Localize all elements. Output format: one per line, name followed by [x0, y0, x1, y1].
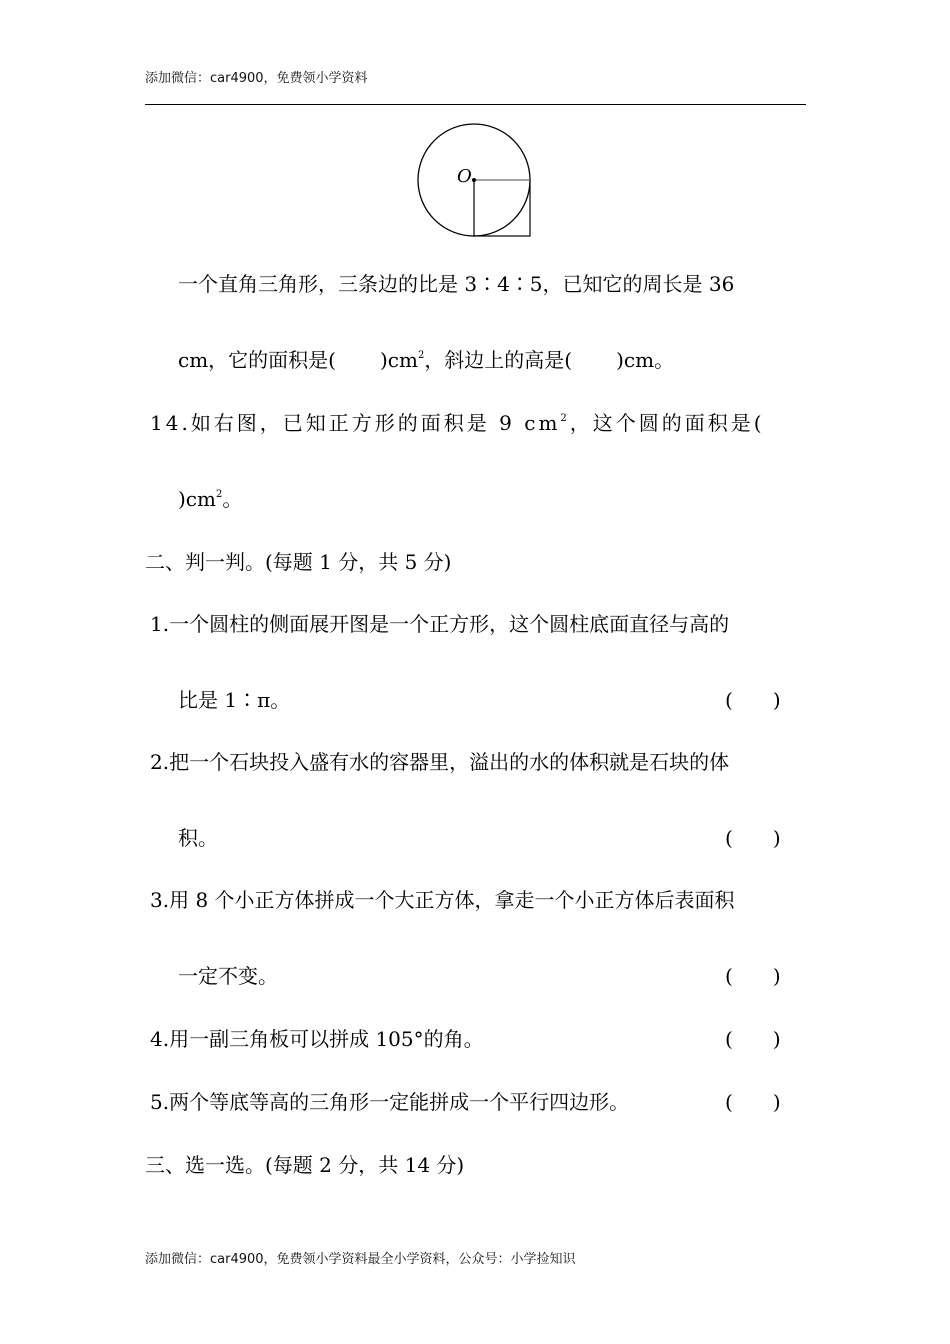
q14-sup1: 2 — [560, 413, 570, 424]
q14-text-d: 。 — [222, 487, 243, 511]
s2-item5-line1: 5.两个等底等高的三角形一定能拼成一个平行四边形。 — [150, 1090, 630, 1114]
center-point — [472, 178, 476, 182]
q13-text-b: )cm — [379, 348, 418, 372]
s2-item5-answer-bracket[interactable]: ( ) — [725, 1090, 781, 1114]
page-header: 添加微信：car4900，免费领小学资料 — [145, 71, 368, 86]
s2-item2-line2: 积。 — [178, 826, 218, 850]
q14-text-b: ，这个圆的面积是( — [569, 411, 765, 435]
center-label: O — [457, 166, 472, 187]
q14-sup2: 2 — [215, 489, 223, 500]
q14-number: 14. — [150, 411, 191, 435]
s2-item1-answer-bracket[interactable]: ( ) — [725, 688, 781, 712]
q14-line2 — [178, 486, 242, 512]
s2-item1-line2: 比是 1∶π。 — [178, 688, 291, 712]
section3-title: 三、选一选。(每题 2 分，共 14 分) — [145, 1153, 465, 1177]
square-outline — [474, 180, 530, 236]
q13-text-c: ，斜边上的高是( — [424, 348, 573, 372]
q13-line1: 一个直角三角形，三条边的比是 3∶4∶5，已知它的周长是 36 — [178, 272, 735, 296]
s2-item1-line1: 1.一个圆柱的侧面展开图是一个正方形，这个圆柱底面直径与高的 — [150, 612, 730, 636]
s2-item4-answer-bracket[interactable]: ( ) — [725, 1027, 781, 1051]
s2-item3-answer-bracket[interactable]: ( ) — [725, 964, 781, 988]
s2-item2-line1: 2.把一个石块投入盛有水的容器里，溢出的水的体积就是石块的体 — [150, 750, 730, 774]
q14-text-c: )cm — [178, 487, 216, 511]
q13-text-a: cm，它的面积是( — [178, 348, 336, 372]
header-divider — [145, 104, 806, 105]
s2-item2-answer-bracket[interactable]: ( ) — [725, 826, 781, 850]
s2-item4-line1: 4.用一副三角板可以拼成 105°的角。 — [150, 1027, 484, 1051]
s2-item3-line1: 3.用 8 个小正方体拼成一个大正方体，拿走一个小正方体后表面积 — [150, 888, 735, 912]
q14-line1 — [150, 410, 765, 436]
circle-square-figure — [410, 118, 540, 243]
q13-text-d: )cm。 — [616, 348, 675, 372]
s2-item3-line2: 一定不变。 — [178, 964, 278, 988]
section2-title: 二、判一判。(每题 1 分，共 5 分) — [145, 550, 452, 574]
q13-sup: 2 — [417, 350, 425, 361]
q13-line2 — [178, 347, 674, 373]
page-footer: 添加微信：car4900，免费领小学资料最全小学资料，公众号：小学捡知识 — [145, 1252, 576, 1267]
q14-text-a: 如右图，已知正方形的面积是 9 cm — [190, 411, 561, 435]
